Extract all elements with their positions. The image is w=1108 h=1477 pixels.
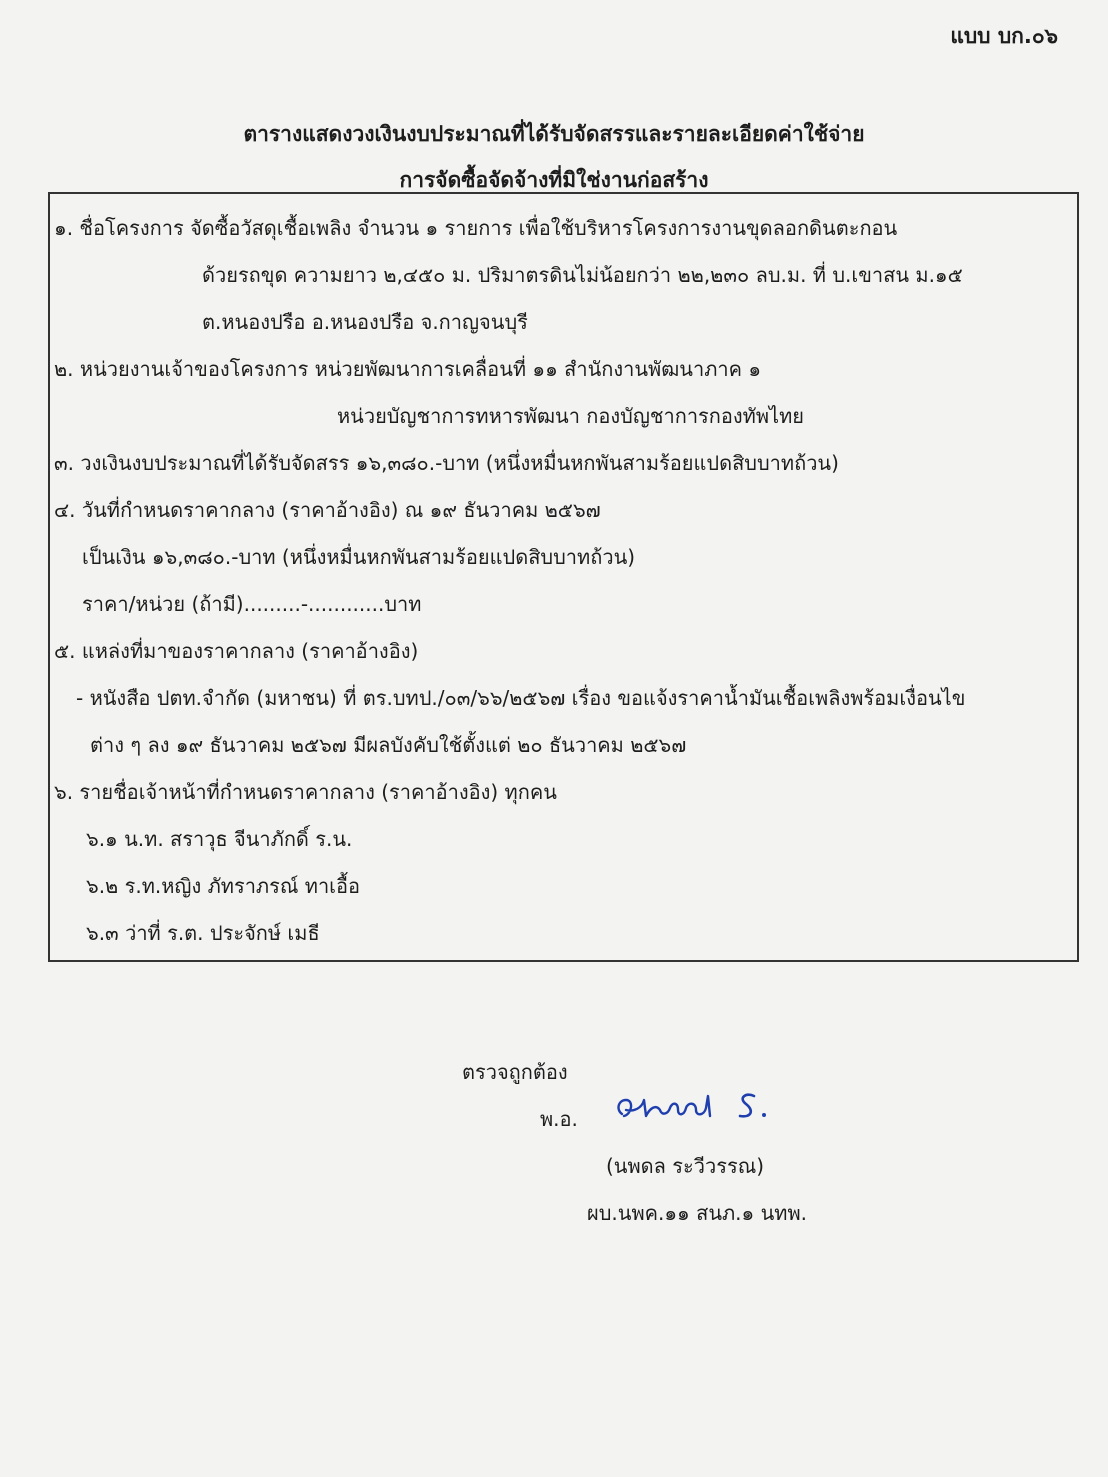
item-2-owner-unit-cont: หน่วยบัญชาการทหารพัฒนา กองบัญชาการกองทัพไทย — [337, 404, 805, 428]
signer-rank: พ.อ. — [540, 1107, 578, 1131]
item-5-source-document-cont: ต่าง ๆ ลง ๑๙ ธันวาคม ๒๕๖๗ มีผลบังคับใช้ตั้งแต่ ๒๐ ธันวาคม ๒๕๖๗ — [90, 733, 687, 757]
item-3-budget: ๓. วงเงินงบประมาณที่ได้รับจัดสรร ๑๖,๓๘๐.-บาท (หนึ่งหมื่นหกพันสามร้อยแปดสิบบาทถ้วน) — [54, 451, 839, 475]
item-6-officer-1: ๖.๑ น.ท. สราวุธ จีนาภักดิ์ ร.น. — [86, 827, 353, 851]
item-4-reference-date: ๔. วันที่กำหนดราคากลาง (ราคาอ้างอิง) ณ ๑๙ ธันวาคม ๒๕๖๗ — [54, 498, 601, 522]
item-1-project-location: ต.หนองปรือ อ.หนองปรือ จ.กาญจนบุรี — [202, 310, 528, 334]
item-1-project-name: ๑. ชื่อโครงการ จัดซื้อวัสดุเชื้อเพลิง จำนวน ๑ รายการ เพื่อใช้บริหารโครงการงานขุดลอกดินตะกอน — [54, 216, 898, 240]
item-1-project-name-cont: ด้วยรถขุด ความยาว ๒,๔๕๐ ม. ปริมาตรดินไม่น้อยกว่า ๒๒,๒๓๐ ลบ.ม. ที่ บ.เขาสน ม.๑๕ — [202, 263, 963, 287]
item-4-unit-price: ราคา/หน่วย (ถ้ามี).........-............บาท — [82, 592, 422, 616]
item-5-price-source: ๕. แหล่งที่มาของราคากลาง (ราคาอ้างอิง) — [54, 639, 419, 663]
item-6-officers: ๖. รายชื่อเจ้าหน้าที่กำหนดราคากลาง (ราคาอ้างอิง) ทุกคน — [54, 780, 557, 804]
item-2-owner-unit: ๒. หน่วยงานเจ้าของโครงการ หน่วยพัฒนาการเคลื่อนที่ ๑๑ สำนักงานพัฒนาภาค ๑ — [54, 357, 762, 381]
document-title: ตารางแสดงวงเงินงบประมาณที่ได้รับจัดสรรและรายละเอียดค่าใช้จ่าย — [243, 122, 865, 146]
certify-label: ตรวจถูกต้อง — [462, 1060, 568, 1084]
item-5-source-document: - หนังสือ ปตท.จำกัด (มหาชน) ที่ ตร.บทป./๐๓/๖๖/๒๕๖๗ เรื่อง ขอแจ้งราคาน้ำมันเชื้อเพลิงพร้อมเงื่อนไข — [76, 686, 966, 710]
signer-name: (นพดล ระวีวรรณ) — [606, 1154, 765, 1178]
handwritten-signature — [612, 1086, 787, 1126]
form-code: แบบ บก.๐๖ — [950, 24, 1058, 48]
item-6-officer-3: ๖.๓ ว่าที่ ร.ต. ประจักษ์ เมธี — [86, 921, 320, 945]
item-4-amount: เป็นเงิน ๑๖,๓๘๐.-บาท (หนึ่งหมื่นหกพันสามร้อยแปดสิบบาทถ้วน) — [82, 545, 636, 569]
document-subtitle: การจัดซื้อจัดจ้างที่มิใช่งานก่อสร้าง — [399, 168, 709, 192]
signer-position: ผบ.นพค.๑๑ สนภ.๑ นทพ. — [587, 1201, 807, 1225]
item-6-officer-2: ๖.๒ ร.ท.หญิง ภัทราภรณ์ ทาเอื้อ — [86, 874, 361, 898]
